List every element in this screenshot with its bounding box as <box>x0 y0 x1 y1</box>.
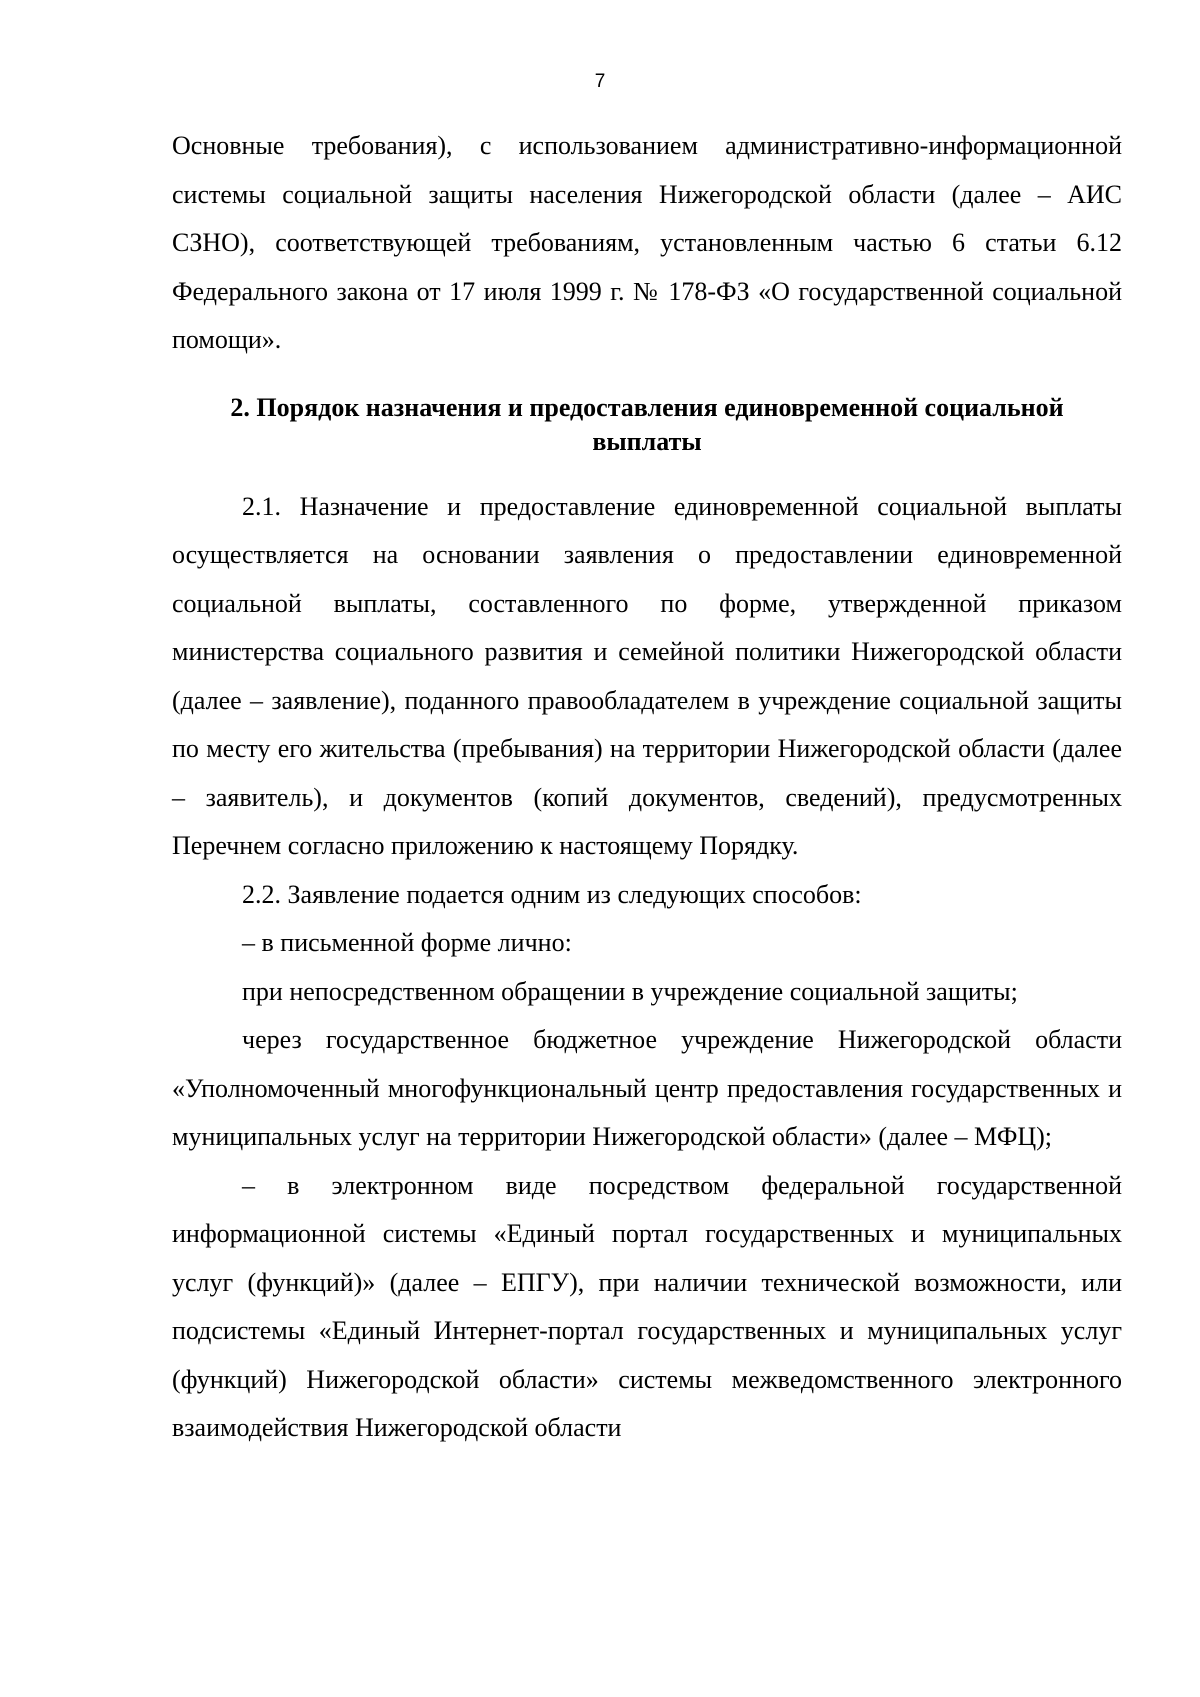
paragraph-direct-visit: при непосредственном обращении в учреждение социальной защиты; <box>242 976 1018 1006</box>
paragraph-via-mfc: через государственное бюджетное учреждение Нижегородской области «Уполномоченный многофункциональный центр предоставления государственных и муниципальных услуг на территории Нижегородской области» (далее – МФЦ); <box>172 1025 1122 1151</box>
section-heading-line-1: 2. Порядок назначения и предоставления единовременной социальной <box>230 392 1064 422</box>
paragraph-2-2: 2.2. Заявление подается одним из следующих способов: <box>242 879 862 909</box>
paragraph-intro: Основные требования), с использованием административно-информационной системы социальной защиты населения Нижегородской области (далее – АИС СЗНО), соответствующей требованиям, установленным частью 6 статьи 6.12 Федерального закона от 17 июля 1999 г. № 178-ФЗ «О государственной социальной помощи». <box>172 131 1122 354</box>
section-heading-line-2: выплаты <box>592 426 702 456</box>
page-number: 7 <box>594 71 606 92</box>
document-body <box>172 122 1122 1453</box>
paragraph-electronic: – в электронном виде посредством федеральной государственной информационной системы «Единый портал государственных и муниципальных услуг (функций)» (далее – ЕПГУ), при наличии технической возможности, или подсистемы «Единый Интернет-портал государственных и муниципальных услуг (функций) Нижегородской области» системы межведомственного электронного взаимодействия Нижегородской области <box>172 1170 1122 1442</box>
paragraph-2-1: 2.1. Назначение и предоставление единовременной социальной выплаты осуществляется на основании заявления о предоставлении единовременной социальной выплаты, составленного по форме, утвержденной приказом министерства социального развития и семейной политики Нижегородской области (далее – заявление), поданного правообладателем в учреждение социальной защиты по месту его жительства (пребывания) на территории Нижегородской области (далее – заявитель), и документов (копий документов, сведений), предусмотренных Перечнем согласно приложению к настоящему Порядку. <box>172 491 1122 860</box>
section-heading <box>172 391 1122 459</box>
paragraph-written-form: – в письменной форме лично: <box>242 928 572 957</box>
